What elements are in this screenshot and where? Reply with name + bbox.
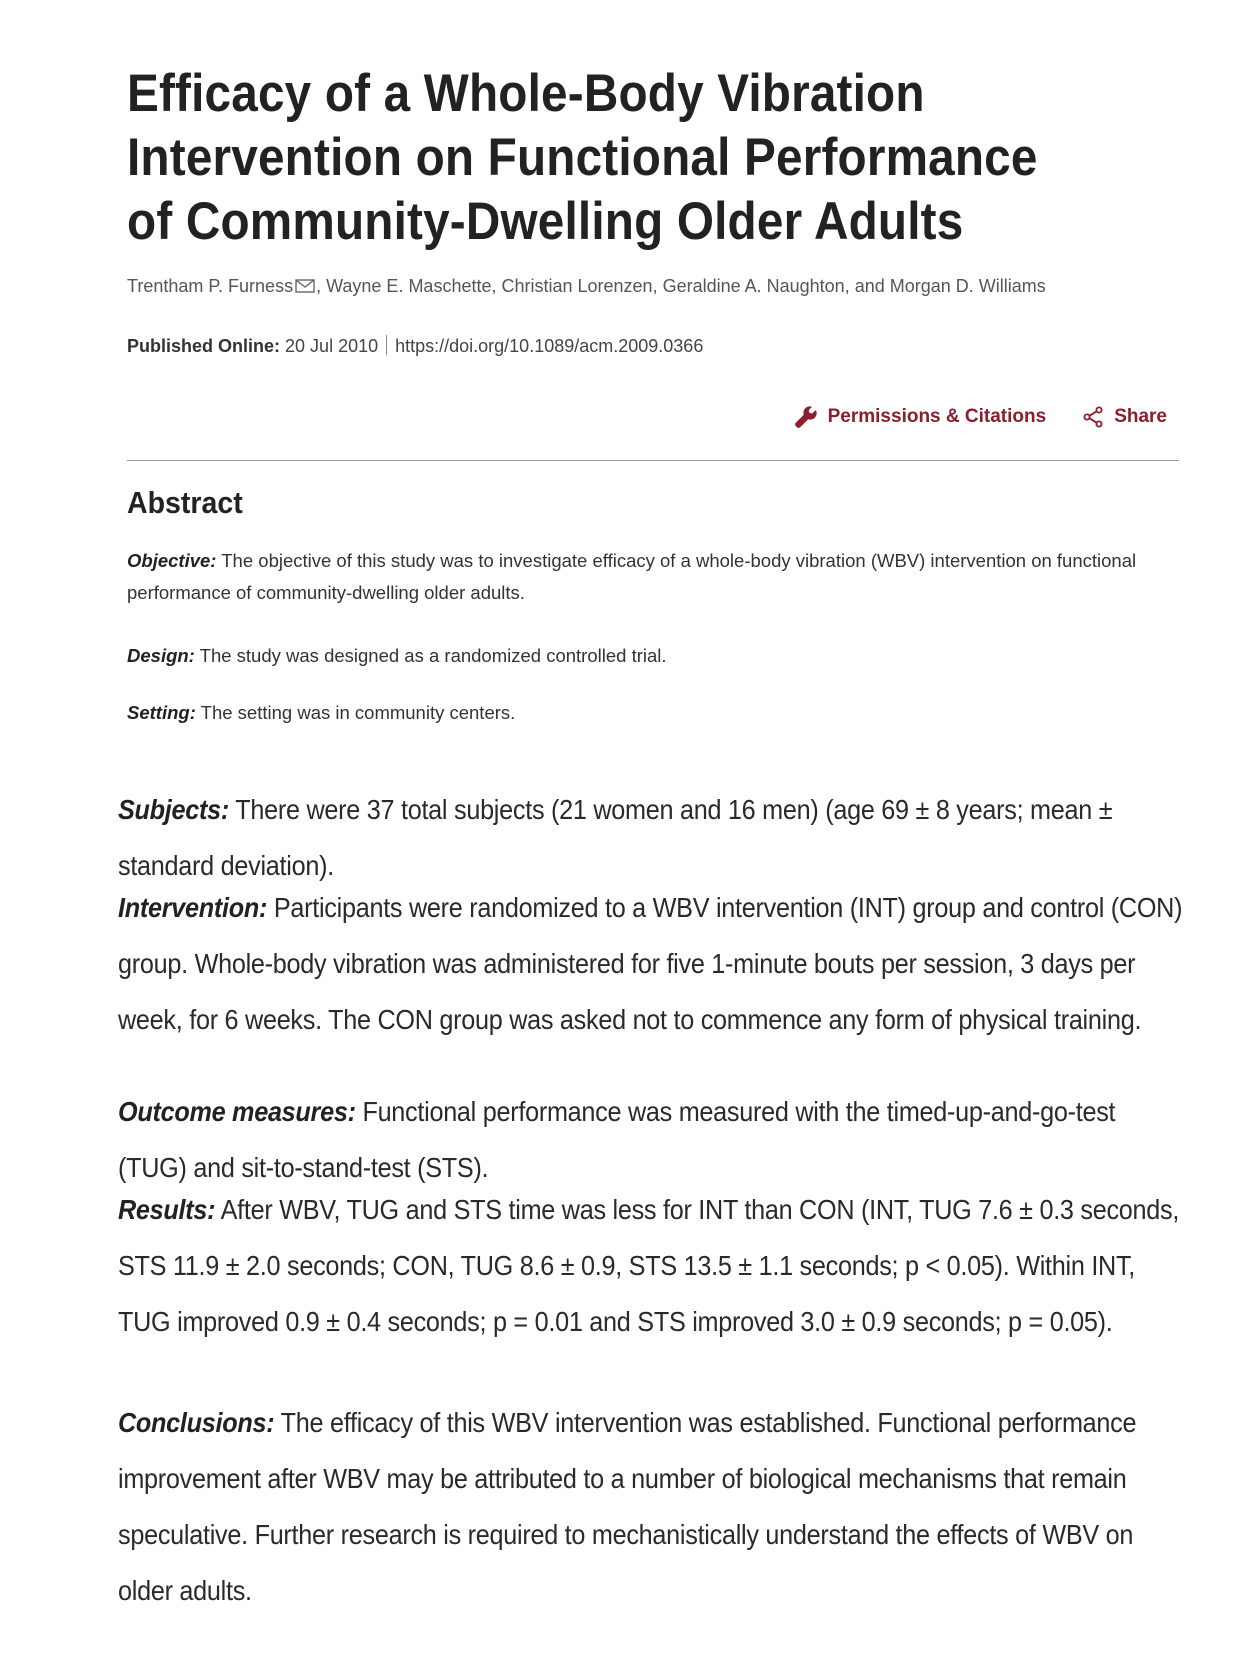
- abstract-objective: [127, 545, 1177, 609]
- abstract-intervention: [118, 880, 1189, 1048]
- share-button[interactable]: [1082, 406, 1167, 428]
- info-separator: [386, 335, 387, 355]
- abstract-results: [118, 1182, 1189, 1350]
- objective-label: Objective:: [127, 550, 217, 571]
- abstract-setting: [127, 697, 1177, 729]
- publication-info: [127, 334, 703, 358]
- published-label: Published Online:: [127, 336, 281, 356]
- header-divider: [127, 460, 1179, 461]
- abstract-subjects: [118, 782, 1189, 894]
- article-title: Efficacy of a Whole-Body Vibration Intervention on Functional Performance of Community-Dwelling Older Adults: [127, 64, 1038, 251]
- abstract-conclusions: [118, 1395, 1189, 1619]
- published-date: 20 Jul 2010: [285, 336, 379, 356]
- results-label: Results:: [118, 1194, 216, 1225]
- share-label: Share: [1114, 406, 1167, 427]
- author-rest[interactable]: , Wayne E. Maschette, Christian Lorenzen, Geraldine A. Naughton, and Morgan D. Williams: [316, 276, 1046, 296]
- conclusions-label: Conclusions:: [118, 1407, 275, 1438]
- conclusions-text: The efficacy of this WBV intervention was established. Functional performance improvement after WBV may be attributed to a number of biological mechanisms that remain speculative. Further research is required to mechanistically understand the effects of WBV on older adults.: [118, 1407, 1137, 1606]
- article-actions: [794, 405, 1167, 429]
- share-icon: [1082, 406, 1104, 428]
- design-label: Design:: [127, 645, 195, 666]
- wrench-icon: [794, 405, 818, 429]
- subjects-label: Subjects:: [118, 794, 229, 825]
- abstract-outcome: [118, 1084, 1189, 1196]
- objective-text: The objective of this study was to investigate efficacy of a whole-body vibration (WBV) intervention on functional performance of community-dwelling older adults.: [127, 550, 1137, 603]
- setting-text: The setting was in community centers.: [195, 702, 516, 723]
- mail-icon[interactable]: [295, 279, 315, 293]
- doi-link[interactable]: https://doi.org/10.1089/acm.2009.0366: [395, 336, 704, 356]
- subjects-text: There were 37 total subjects (21 women and 16 men) (age 69 ± 8 years; mean ± standard deviation).: [118, 794, 1113, 881]
- abstract-heading: Abstract: [127, 485, 243, 520]
- abstract-design: [127, 640, 1177, 672]
- design-text: The study was designed as a randomized controlled trial.: [194, 645, 667, 666]
- permissions-label: Permissions & Citations: [827, 406, 1047, 427]
- results-text: After WBV, TUG and STS time was less for INT than CON (INT, TUG 7.6 ± 0.3 seconds, STS 11.9 ± 2.0 seconds; CON, TUG 8.6 ± 0.9, STS 13.5 ± 1.1 seconds; p < 0.05). Within INT, TUG improved 0.9 ± 0.4 seconds; p = 0.01 and STS improved 3.0 ± 0.9 seconds; p = 0.05).: [118, 1194, 1180, 1337]
- outcome-text: Functional performance was measured with the timed-up-and-go-test (TUG) and sit-to-stand-test (STS).: [118, 1096, 1116, 1183]
- outcome-label: Outcome measures:: [118, 1096, 356, 1127]
- author-list: [127, 274, 1127, 298]
- intervention-text: Participants were randomized to a WBV intervention (INT) group and control (CON) group. Whole-body vibration was administered for five 1-minute bouts per session, 3 days per week, for 6 weeks. The CON group was asked not to commence any form of physical training.: [118, 892, 1183, 1035]
- permissions-citations-button[interactable]: [794, 405, 1047, 429]
- setting-label: Setting:: [127, 702, 196, 723]
- author-first[interactable]: Trentham P. Furness: [127, 276, 294, 296]
- intervention-label: Intervention:: [118, 892, 268, 923]
